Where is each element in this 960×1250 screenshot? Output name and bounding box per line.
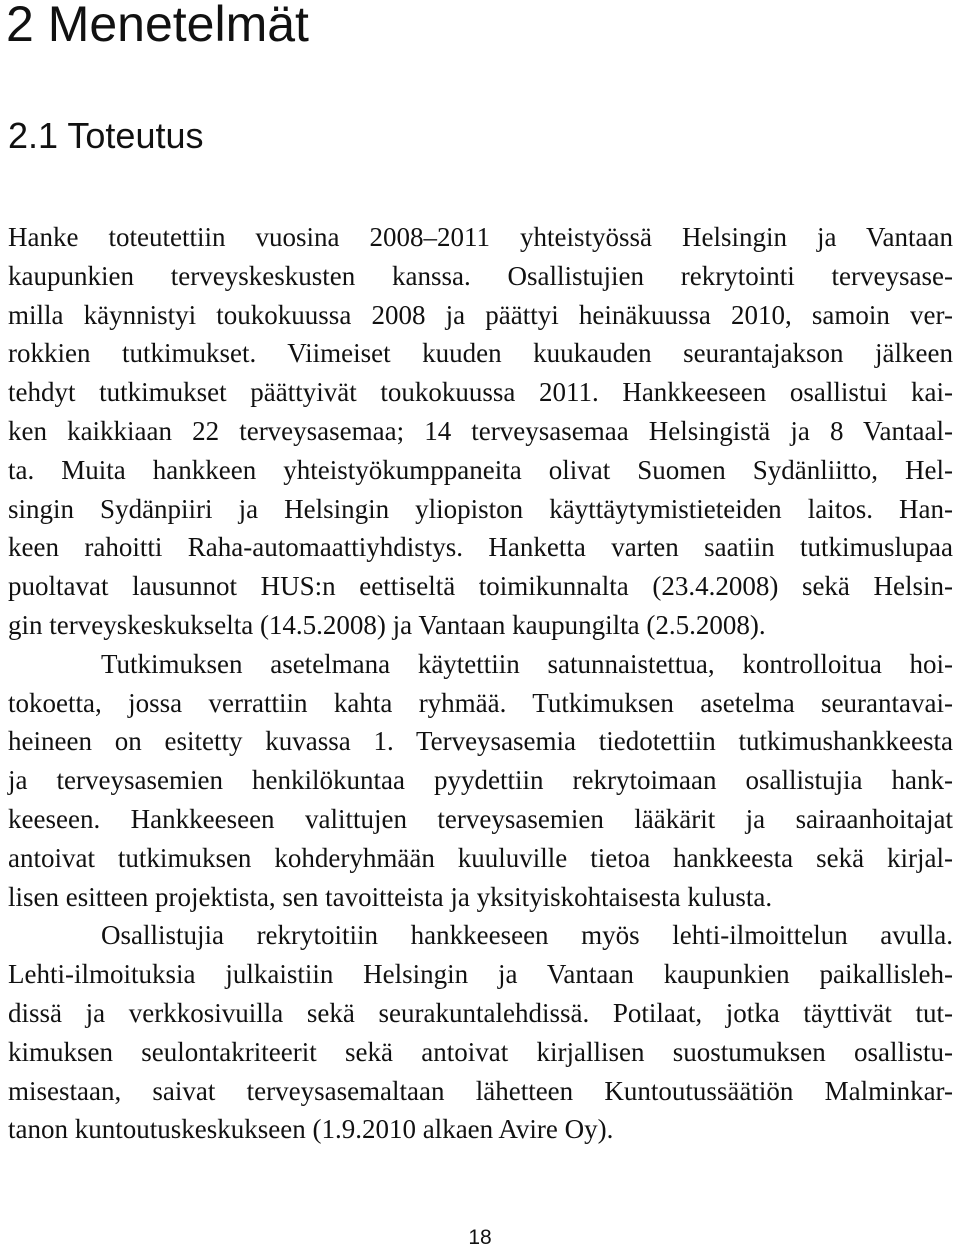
text-line: tehdyt tutkimukset päättyivät toukokuussa 2011. Hankkeeseen osallistui kai- xyxy=(8,377,953,408)
text-line: singin Sydänpiiri ja Helsingin yliopiston käyttäytymistieteiden laitos. Han- xyxy=(8,493,953,524)
text-line: Osallistujia rekrytoitiin hankkeeseen myös lehti-ilmoittelun avulla. xyxy=(101,920,953,951)
text-line: dissä ja verkkosivuilla sekä seurakuntalehdissä. Potilaat, jotka täyttivät tut- xyxy=(8,997,953,1028)
text-line: ja terveysasemien henkilökuntaa pyydettiin rekrytoimaan osallistujia hank- xyxy=(8,765,953,796)
text-line: keen rahoitti Raha-automaattiyhdistys. Hanketta varten saatiin tutkimuslupaa xyxy=(8,532,953,563)
text-line: ta. Muita hankkeen yhteistyökumppaneita olivat Suomen Sydänliitto, Hel- xyxy=(8,454,953,485)
text-line: heineen on esitetty kuvassa 1. Terveysasemia tiedotettiin tutkimushankkeesta xyxy=(8,726,953,757)
chapter-heading: 2 Menetelmät xyxy=(6,0,309,52)
paragraph-1 xyxy=(8,218,953,645)
text-line: Hanke toteutettiin vuosina 2008–2011 yhteistyössä Helsingin ja Vantaan xyxy=(8,222,953,252)
text-line: milla käynnistyi toukokuussa 2008 ja päättyi heinäkuussa 2010, samoin ver- xyxy=(8,299,953,330)
text-line: keeseen. Hankkeeseen valittujen terveysasemien lääkärit ja sairaanhoitajat xyxy=(8,803,953,834)
text-line: Lehti-ilmoituksia julkaistiin Helsingin ja Vantaan kaupunkien paikallisleh- xyxy=(8,959,953,990)
text-line: rokkien tutkimukset. Viimeiset kuuden kuukauden seurantajakson jälkeen xyxy=(8,338,953,369)
text-line: kaupunkien terveyskeskusten kanssa. Osallistujien rekrytointi terveysase- xyxy=(8,260,953,291)
text-line: misestaan, saivat terveysasemaltaan lähetteen Kuntoutussäätiön Malminkar- xyxy=(8,1075,953,1106)
body-text xyxy=(8,218,953,1149)
text-line: kimuksen seulontakriteerit sekä antoivat kirjallisen suostumuksen osallistu- xyxy=(8,1036,953,1067)
paragraph-3 xyxy=(8,916,953,1149)
section-heading: 2.1 Toteutus xyxy=(8,115,204,156)
text-line: Tutkimuksen asetelmana käytettiin satunnaistettua, kontrolloitua hoi- xyxy=(101,648,953,679)
text-line: ken kaikkiaan 22 terveysasemaa; 14 terveysasemaa Helsingistä ja 8 Vantaal- xyxy=(8,415,953,446)
text-line: tanon kuntoutuskeskukseen (1.9.2010 alkaen Avire Oy). xyxy=(8,1114,614,1145)
page-number: 18 xyxy=(468,1226,492,1249)
text-line: antoivat tutkimuksen kohderyhmään kuuluville tietoa hankkeesta sekä kirjal- xyxy=(8,842,953,873)
paragraph-2 xyxy=(8,645,953,917)
text-line: gin terveyskeskukselta (14.5.2008) ja Vantaan kaupungilta (2.5.2008). xyxy=(8,609,766,640)
text-line: tokoetta, jossa verrattiin kahta ryhmää. Tutkimuksen asetelma seurantavai- xyxy=(8,687,953,718)
text-line: lisen esitteen projektista, sen tavoitteista ja yksityiskohtaisesta kulusta. xyxy=(8,881,773,912)
text-line: puoltavat lausunnot HUS:n eettiseltä toimikunnalta (23.4.2008) sekä Helsin- xyxy=(8,571,953,602)
